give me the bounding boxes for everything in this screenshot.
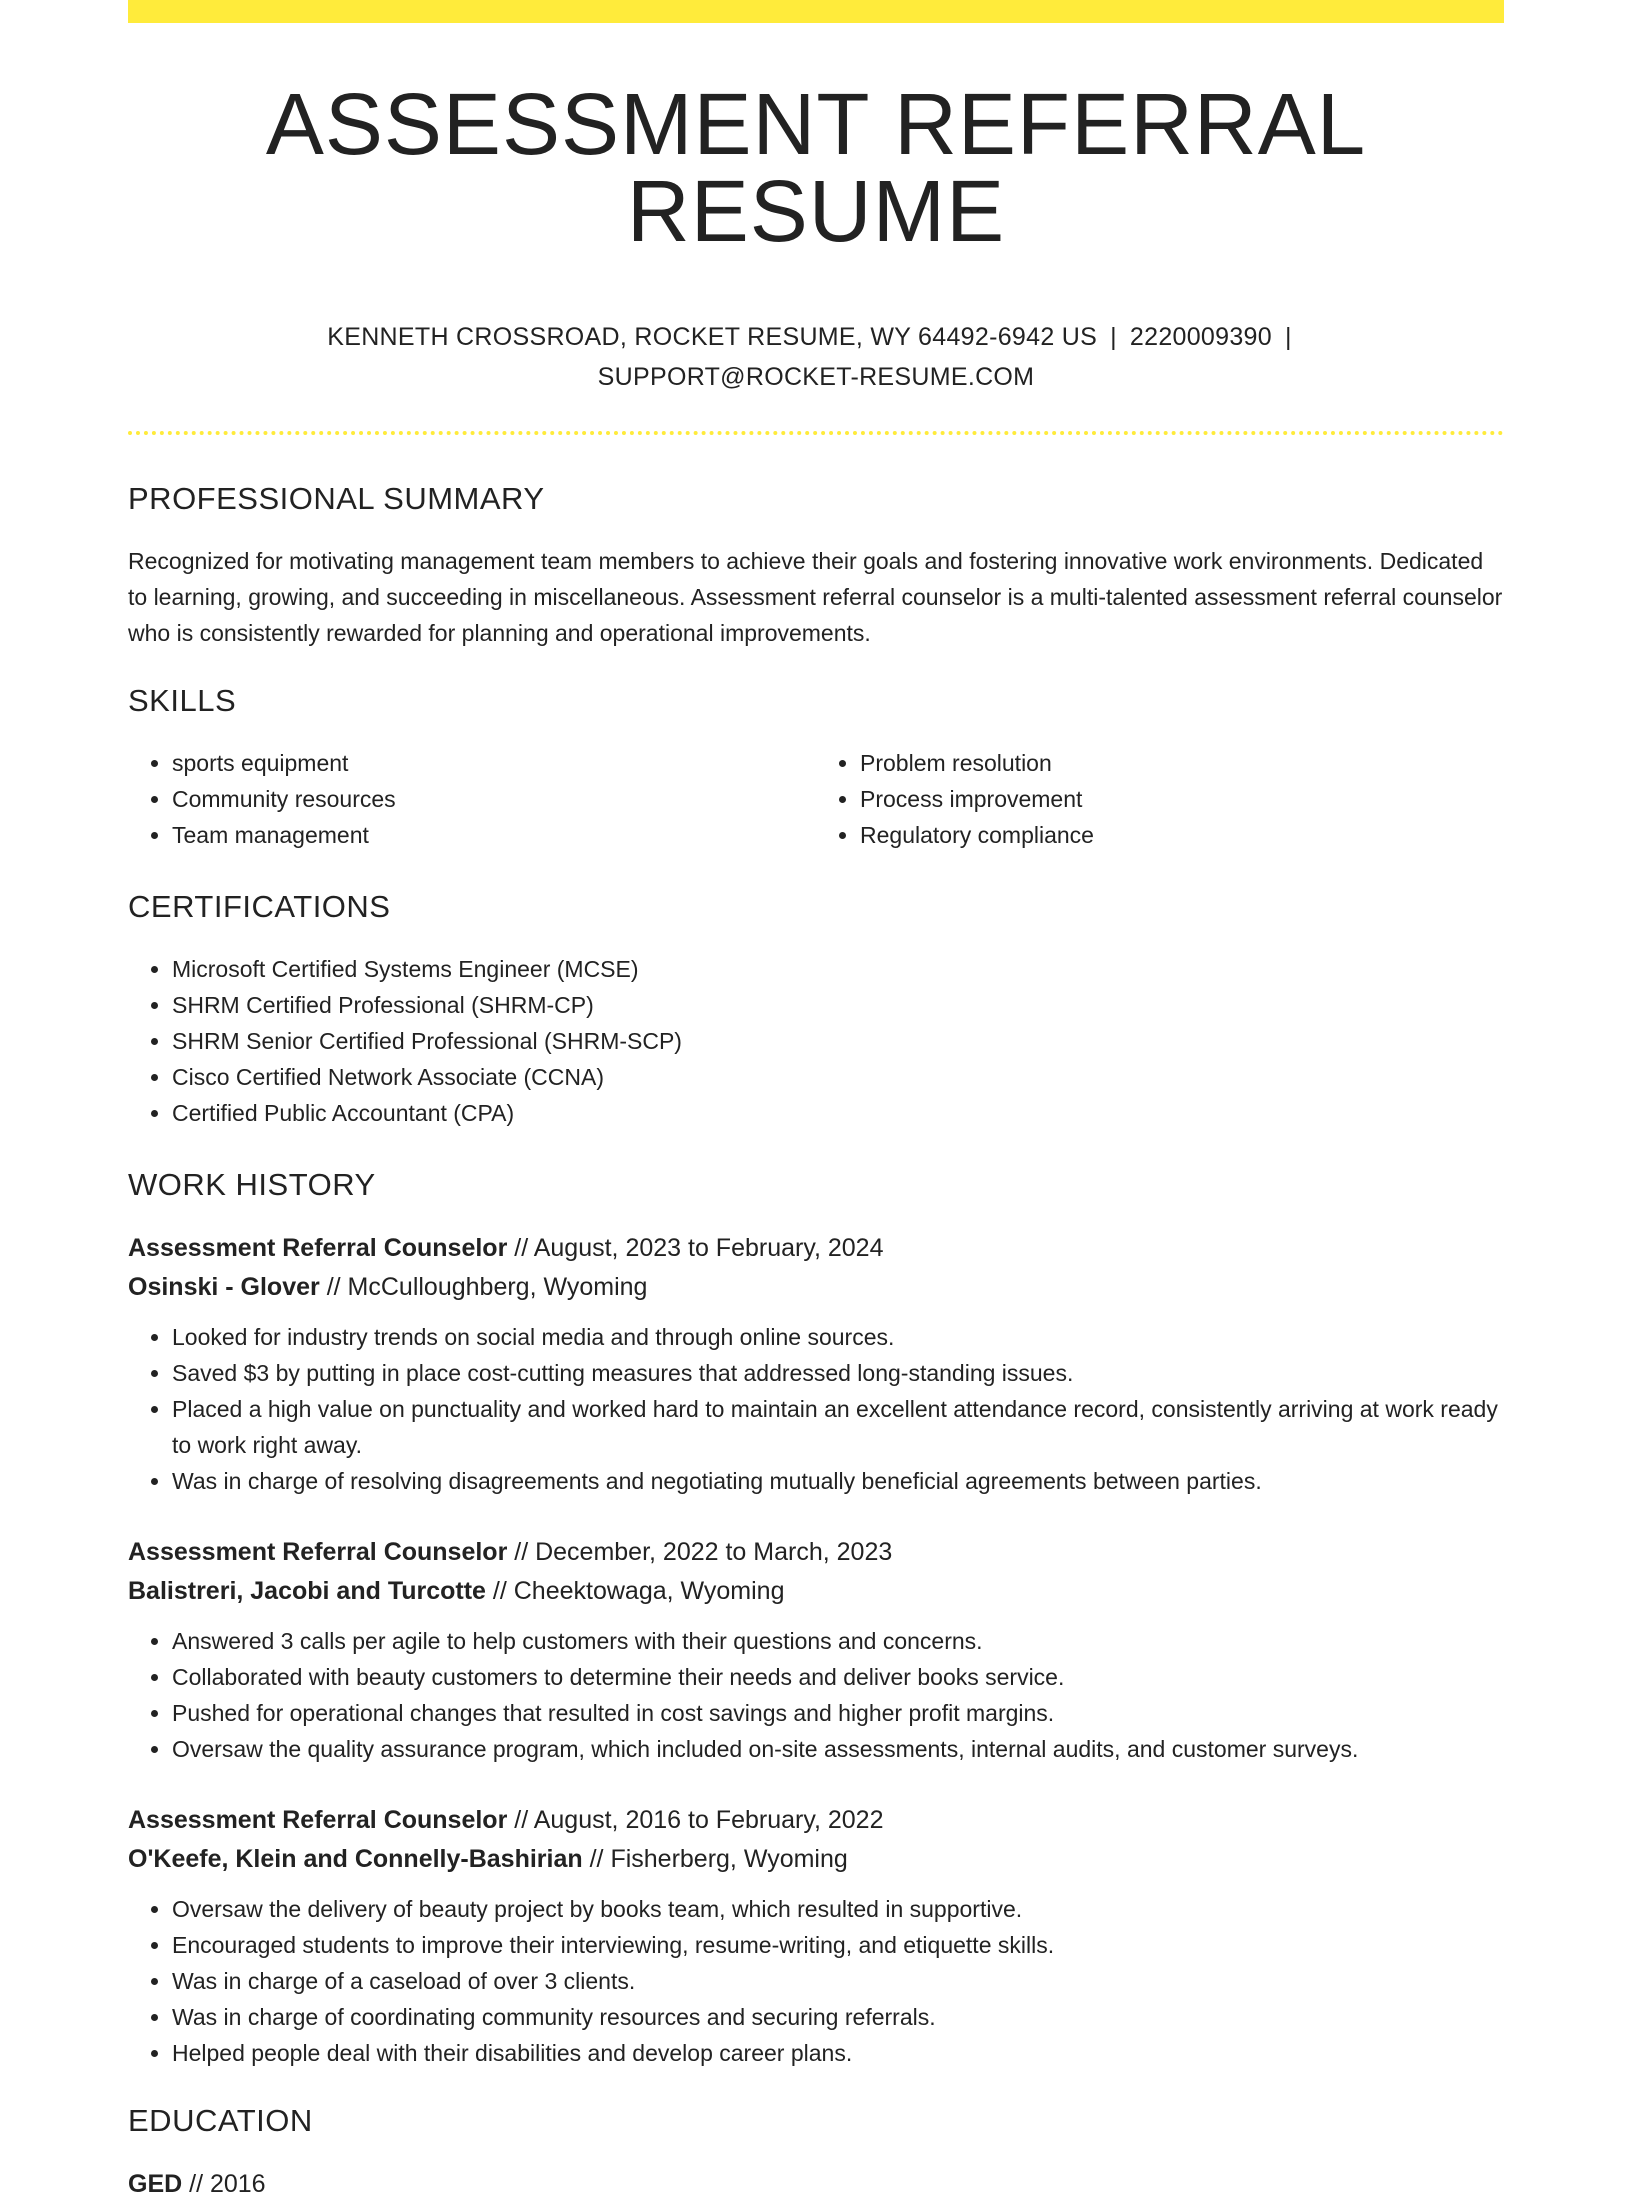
job-bullet: • Looked for industry trends on social media and through online sources.: [172, 1319, 1504, 1355]
job-company-line: [128, 1840, 1504, 1879]
education-heading: EDUCATION: [128, 2103, 313, 2138]
job-dates: // August, 2023 to February, 2024: [507, 1234, 884, 1262]
certification-item: • SHRM Certified Professional (SHRM-CP): [172, 987, 1504, 1023]
summary-heading: PROFESSIONAL SUMMARY: [128, 481, 545, 516]
contact-info: [128, 317, 1504, 397]
work-history-list: [128, 1229, 1504, 2071]
skill-item: • Team management: [172, 817, 816, 853]
job-bullet: • Collaborated with beauty customers to determine their needs and deliver books service.: [172, 1659, 1504, 1695]
contact-separator: |: [1284, 323, 1292, 351]
job-dates: // December, 2022 to March, 2023: [507, 1538, 893, 1566]
job-bullet: • Saved $3 by putting in place cost-cutting measures that addressed long-standing issues.: [172, 1355, 1504, 1391]
job-company-line: [128, 1572, 1504, 1611]
job-location: // Fisherberg, Wyoming: [582, 1845, 848, 1873]
job-title: Assessment Referral Counselor: [128, 1538, 508, 1566]
resume-title: ASSESSMENT REFERRAL RESUME: [265, 76, 1367, 260]
job-title: Assessment Referral Counselor: [128, 1806, 508, 1834]
job-bullet: • Was in charge of a caseload of over 3 clients.: [172, 1963, 1504, 1999]
contact-separator: |: [1110, 323, 1117, 351]
job-bullet: • Pushed for operational changes that resulted in cost savings and higher profit margins.: [172, 1695, 1504, 1731]
job-title-line: [128, 1533, 1504, 1572]
skills-heading: SKILLS: [128, 683, 237, 718]
contact-address: KENNETH CROSSROAD, ROCKET RESUME, WY 64492-6942 US: [327, 323, 1098, 351]
job-entry: [128, 1229, 1504, 1499]
work-history-heading: WORK HISTORY: [128, 1167, 376, 1202]
job-company: Osinski - Glover: [128, 1273, 320, 1301]
job-bullet: • Encouraged students to improve their interviewing, resume-writing, and etiquette skills.: [172, 1927, 1504, 1963]
skills-list: [128, 745, 1504, 853]
job-bullet: • Answered 3 calls per agile to help customers with their questions and concerns.: [172, 1623, 1504, 1659]
job-entry: [128, 1801, 1504, 2071]
accent-bar: [128, 0, 1504, 23]
job-company: O'Keefe, Klein and Connelly-Bashirian: [128, 1845, 583, 1873]
certification-item: • Certified Public Accountant (CPA): [172, 1095, 1504, 1131]
job-location: // McCulloughberg, Wyoming: [319, 1273, 648, 1301]
skill-item: • Problem resolution: [860, 745, 1504, 781]
job-bullet: • Helped people deal with their disabilities and develop career plans.: [172, 2035, 1504, 2071]
job-title-line: [128, 1229, 1504, 1268]
job-bullet: • Placed a high value on punctuality and worked hard to maintain an excellent attendance record, consistently arriving at work ready to work right away.: [172, 1391, 1504, 1463]
skill-item: • Process improvement: [860, 781, 1504, 817]
education-year: // 2016: [182, 2170, 266, 2198]
certification-item: • Cisco Certified Network Associate (CCNA): [172, 1059, 1504, 1095]
education-degree: GED: [128, 2170, 183, 2198]
header-divider: [128, 431, 1504, 435]
summary-text: Recognized for motivating management team members to achieve their goals and fostering innovative work environments. Dedicated to learning, growing, and succeeding in miscellaneous. Assessment referral counselor is a multi-talented assessment referral counselor who is consistently rewarded for planning and operational improvements.: [128, 548, 1503, 646]
certifications-list: [128, 951, 1504, 1131]
skills-column-right: [816, 745, 1504, 853]
job-bullet: • Oversaw the quality assurance program, which included on-site assessments, internal audits, and customer surveys.: [172, 1731, 1504, 1767]
job-company-line: [128, 1268, 1504, 1307]
job-bullet: • Was in charge of resolving disagreements and negotiating mutually beneficial agreements between parties.: [172, 1463, 1504, 1499]
skill-item: • sports equipment: [172, 745, 816, 781]
job-location: // Cheektowaga, Wyoming: [485, 1577, 785, 1605]
job-bullets: [128, 1891, 1504, 2071]
education-entry: [128, 2165, 1504, 2204]
job-dates: // August, 2016 to February, 2022: [507, 1806, 884, 1834]
skills-column-left: [128, 745, 816, 853]
job-title: Assessment Referral Counselor: [128, 1234, 508, 1262]
job-bullet: • Oversaw the delivery of beauty project by books team, which resulted in supportive.: [172, 1891, 1504, 1927]
job-bullets: [128, 1319, 1504, 1499]
skill-item: • Community resources: [172, 781, 816, 817]
job-bullets: [128, 1623, 1504, 1767]
job-company: Balistreri, Jacobi and Turcotte: [128, 1577, 486, 1605]
certifications-heading: CERTIFICATIONS: [128, 889, 391, 924]
resume-page: [128, 0, 1504, 2204]
certification-item: • Microsoft Certified Systems Engineer (MCSE): [172, 951, 1504, 987]
job-bullet: • Was in charge of coordinating community resources and securing referrals.: [172, 1999, 1504, 2035]
skill-item: • Regulatory compliance: [860, 817, 1504, 853]
contact-phone: 2220009390: [1129, 323, 1272, 351]
job-entry: [128, 1533, 1504, 1767]
contact-email: SUPPORT@ROCKET-RESUME.COM: [597, 363, 1035, 391]
job-title-line: [128, 1801, 1504, 1840]
certification-item: • SHRM Senior Certified Professional (SHRM-SCP): [172, 1023, 1504, 1059]
